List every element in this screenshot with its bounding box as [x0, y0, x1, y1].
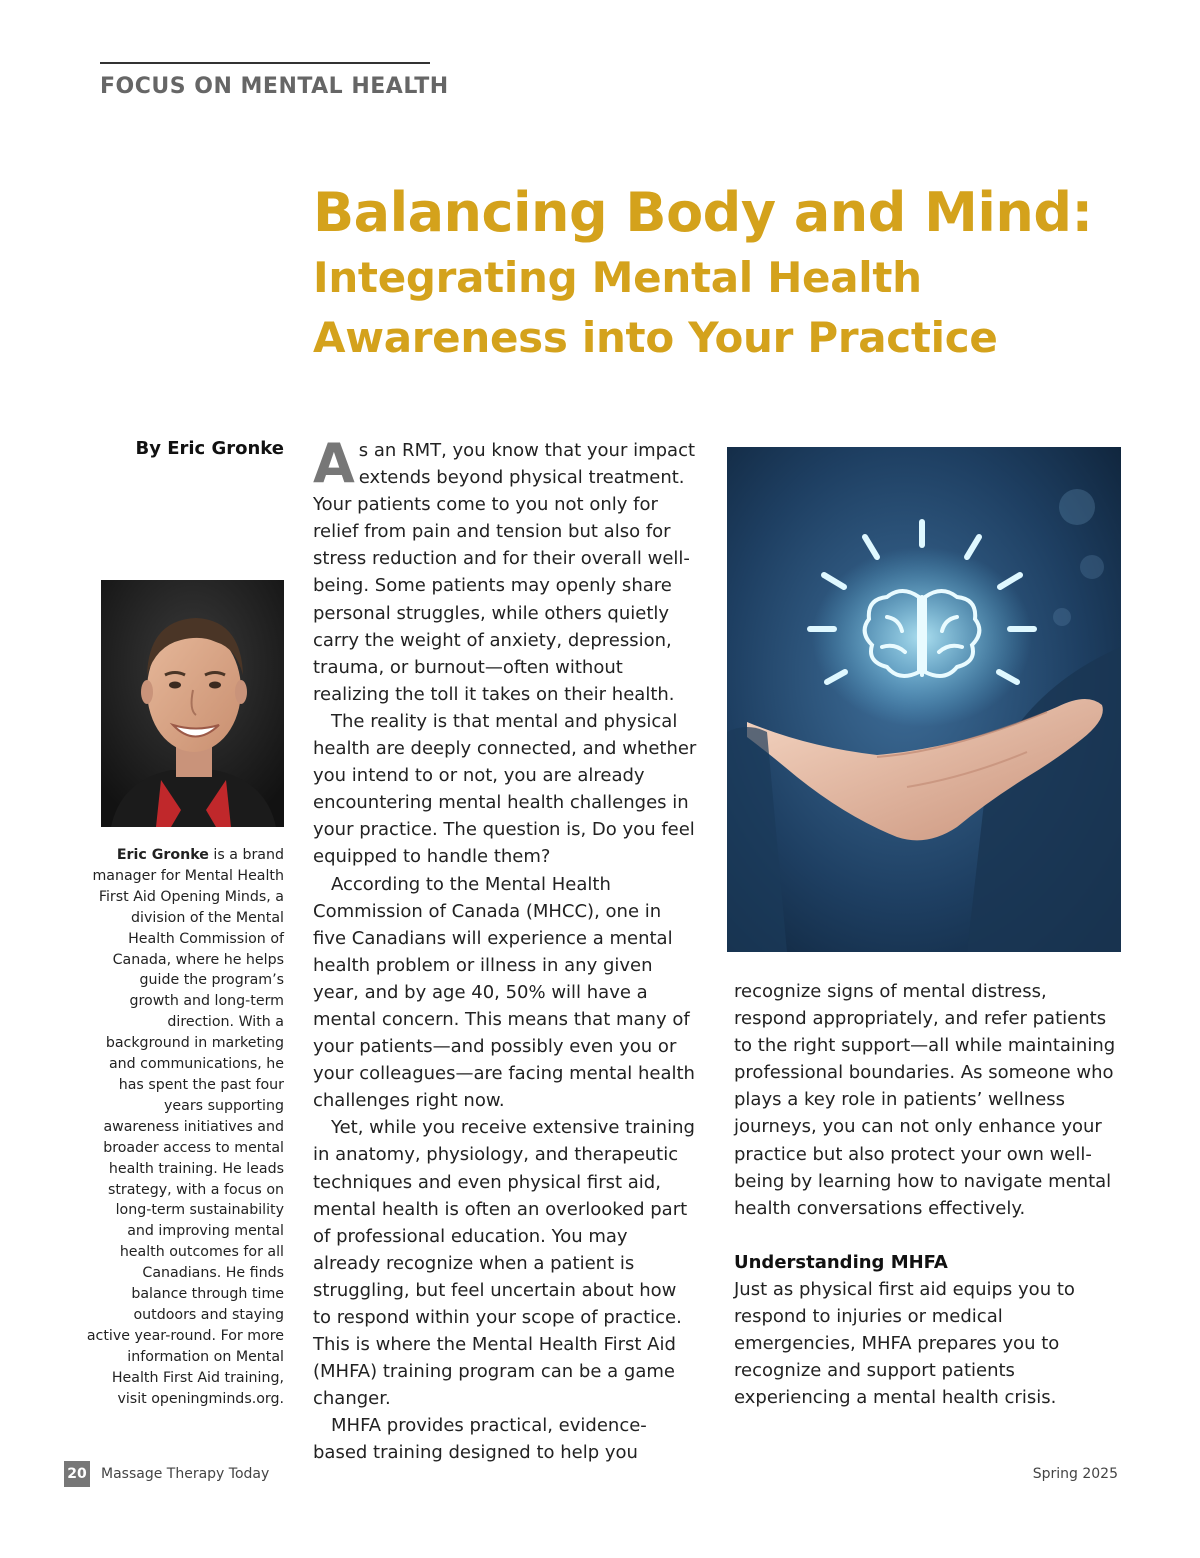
article-paragraph-4: Yet, while you receive extensive training in anatomy, physiology, and therapeutic techniques and even physical first aid, mental health is often an overlooked part of professional education. You may already recognize when a patient is struggling, but feel uncertain about how to respond within your scope of practice. This is where the Mental Health First Aid (MHFA) training program can be a game changer.: [313, 1117, 695, 1410]
article-title: Balancing Body and Mind:: [313, 181, 1093, 244]
article-paragraph-2: The reality is that mental and physical health are deeply connected, and whether you intend to or not, you are already encountering mental health challenges in your practice. The question is, Do you feel equipped to handle them?: [313, 710, 697, 868]
article-subtitle-line-1: Integrating Mental Health: [313, 253, 922, 302]
author-bio-name: Eric Gronke: [116, 847, 209, 863]
author-bio: [86, 845, 284, 1409]
brain-hand-image: [727, 447, 1121, 952]
article-body-column-1: [313, 432, 698, 1467]
page-number: 20: [64, 1461, 90, 1487]
section-rule: [100, 62, 430, 64]
byline: By Eric Gronke: [135, 438, 284, 459]
article-paragraph-1: [313, 432, 698, 708]
section-label: FOCUS ON MENTAL HEALTH: [100, 74, 449, 99]
article-paragraph-6: recognize signs of mental distress, respond appropriately, and refer patients to the right support—all while maintaining professional boundaries. As someone who plays a key role in patients’ wellness journeys, you can not only enhance your practice but also protect your own well-being by learning how to navigate mental health conversations effectively.: [734, 981, 1116, 1219]
article-paragraph-1-text: s an RMT, you know that your impact extends beyond physical treatment. Your patients come to you not only for relief from pain and tension but also for stress reduction and for their overall well-being. Some patients may openly share personal struggles, while others quietly carry the weight of anxiety, depression, trauma, or burnout—often without realizing the toll it takes on their health.: [313, 440, 696, 705]
author-bio-text: is a brand manager for Mental Health First Aid Opening Minds, a division of the Mental Health Commission of Canada, where he helps guide the program’s growth and long-term direction. With a background in marketing and communications, he has spent the past four years supporting awareness initiatives and broader access to mental health training. He leads strategy, with a focus on long-term sustainability and improving mental health outcomes for all Canadians. He finds balance through time outdoors and staying active year-round. For more information on Mental Health First Aid training, visit openingminds.org.: [86, 847, 284, 1407]
drop-cap: A: [313, 432, 355, 495]
footer-publication: Massage Therapy Today: [101, 1466, 270, 1482]
article-paragraph-5: MHFA provides practical, evidence-based training designed to help you: [313, 1415, 647, 1464]
article-body-column-2: [734, 978, 1124, 1411]
author-photo: [101, 580, 284, 827]
article-paragraph-3: According to the Mental Health Commission of Canada (MHCC), one in five Canadians will experience a mental health problem or illness in any given year, and by age 40, 50% will have a mental concern. This means that many of your patients—and possibly even you or your colleagues—are facing mental health challenges right now.: [313, 873, 695, 1112]
article-title-block: [313, 178, 1133, 368]
article-paragraph-7: Just as physical first aid equips you to respond to injuries or medical emergencies, MHFA prepares you to recognize and support patients experiencing a mental health crisis.: [734, 1278, 1075, 1409]
subhead-understanding-mhfa: Understanding MHFA: [734, 1251, 948, 1273]
footer-issue: Spring 2025: [1032, 1466, 1118, 1482]
article-subtitle-line-2: Awareness into Your Practice: [313, 313, 998, 362]
